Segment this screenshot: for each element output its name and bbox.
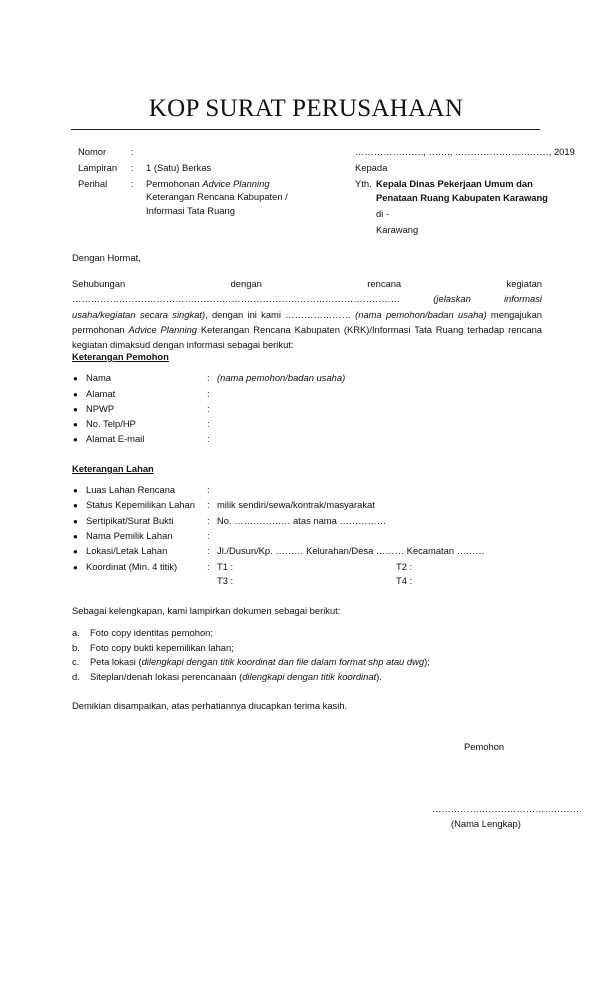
- lahan-luas-colon: :: [207, 484, 210, 495]
- lahan-status-value: milik sendiri/sewa/kontrak/masyarakat: [217, 499, 375, 510]
- attachment-c-italic: dilengkapi dengan titik koordinat dan file dalam format shp atau dwg: [141, 656, 425, 667]
- pemohon-alamat-colon: :: [207, 388, 210, 399]
- attachment-d-text2: ).: [376, 671, 382, 682]
- signature-role: Pemohon: [464, 741, 505, 752]
- recipient-name-line1: Kepala Dinas Pekerjaan Umum dan: [376, 178, 533, 189]
- bullet-icon: ●: [73, 547, 78, 556]
- lahan-koordinat-colon: :: [207, 561, 210, 572]
- koordinat-t4: T4 :: [396, 575, 413, 586]
- attachment-a-text: Foto copy identitas pemohon;: [90, 627, 213, 638]
- intro-part-2: (jelaskan informasi usaha/kegiatan secara singkat): [72, 293, 543, 320]
- recipient-di: di -: [376, 208, 390, 219]
- attachment-b-marker: b.: [72, 642, 80, 653]
- bullet-icon: ●: [73, 517, 78, 526]
- lahan-lokasi-colon: :: [207, 545, 210, 556]
- pemohon-email-label: Alamat E-mail: [86, 433, 145, 444]
- lahan-sertipikat-value: No. ……………… atas nama ……………: [217, 515, 387, 526]
- bullet-icon: ●: [73, 532, 78, 541]
- closing-text: Demikian disampaikan, atas perhatiannya diucapkan terima kasih.: [72, 700, 348, 711]
- intro-part-6: Advice Planning: [128, 323, 198, 335]
- lampiran-label: Lampiran: [78, 162, 118, 173]
- attachment-a-marker: a.: [72, 627, 80, 638]
- bullet-icon: ●: [73, 374, 78, 383]
- perihal-line1-prefix: Permohonan: [146, 178, 203, 189]
- pemohon-npwp-label: NPWP: [86, 403, 115, 414]
- attachment-c-text: [90, 656, 430, 667]
- attachment-b-text: Foto copy bukti kepemilikan lahan;: [90, 642, 234, 653]
- lampiran-value: 1 (Satu) Berkas: [146, 162, 212, 173]
- bullet-icon: ●: [73, 486, 78, 495]
- pemohon-email-colon: :: [207, 433, 210, 444]
- lahan-status-label: Status Kepemilikan Lahan: [86, 499, 195, 510]
- attachment-d-marker: d.: [72, 671, 80, 682]
- attachment-c-text1: Peta lokasi (: [90, 656, 142, 667]
- pemohon-npwp-colon: :: [207, 403, 210, 414]
- attachment-d-italic: dilengkapi dengan titik koordinat: [242, 671, 377, 682]
- attachment-d-text: [90, 671, 382, 682]
- lahan-pemilik-label: Nama Pemilik Lahan: [86, 530, 173, 541]
- signature-name: (Nama Lengkap): [451, 818, 521, 829]
- perihal-line3: Informasi Tata Ruang: [146, 205, 235, 216]
- lahan-sertipikat-colon: :: [207, 515, 210, 526]
- pemohon-nama-label: Nama: [86, 372, 112, 383]
- intro-part-4: (nama pemohon/badan usaha): [355, 308, 487, 320]
- perihal-colon: :: [131, 178, 134, 189]
- intro-part-3: , dengan ini kami …………………: [205, 308, 356, 320]
- nomor-colon: :: [131, 146, 134, 157]
- nomor-label: Nomor: [78, 146, 107, 157]
- lahan-sertipikat-label: Sertipikat/Surat Bukti: [86, 515, 174, 526]
- perihal-label: Perihal: [78, 178, 108, 189]
- koordinat-t1: T1 :: [217, 561, 234, 572]
- bullet-icon: ●: [73, 405, 78, 414]
- lahan-luas-label: Luas Lahan Rencana: [86, 484, 176, 495]
- bullet-icon: ●: [73, 390, 78, 399]
- signature-line: …………………………………………: [432, 803, 582, 814]
- bullet-icon: ●: [73, 501, 78, 510]
- pemohon-heading: Keterangan Pemohon: [72, 351, 169, 362]
- attachment-d-text1: Siteplan/denah lokasi perencanaan (: [90, 671, 243, 682]
- lahan-koordinat-label: Koordinat (Min. 4 titik): [86, 561, 178, 572]
- greeting: Dengan Hormat,: [72, 252, 141, 263]
- pemohon-nama-value: (nama pemohon/badan usaha): [217, 372, 346, 383]
- letterhead-title: KOP SURAT PERUSAHAAN: [148, 95, 464, 122]
- pemohon-alamat-label: Alamat: [86, 388, 116, 399]
- date-line: …………………., ……., …………………………, 2019: [355, 146, 575, 157]
- bullet-icon: ●: [73, 563, 78, 572]
- letterhead-divider: [71, 129, 540, 130]
- perihal-line1: [146, 178, 270, 189]
- lahan-pemilik-colon: :: [207, 530, 210, 541]
- pemohon-nama-colon: :: [207, 372, 210, 383]
- bullet-icon: ●: [73, 435, 78, 444]
- perihal-line2: Keterangan Rencana Kabupaten /: [146, 191, 288, 202]
- intro-part-1: Sehubungan dengan rencana kegiatan ……………………………………………………………………………………………: [72, 278, 542, 305]
- yth-label: Yth.: [355, 178, 372, 189]
- pemohon-telp-colon: :: [207, 418, 210, 429]
- kepada-label: Kepada: [355, 162, 388, 173]
- koordinat-t2: T2 :: [396, 561, 413, 572]
- pemohon-telp-label: No. Telp/HP: [86, 418, 136, 429]
- koordinat-t3: T3 :: [217, 575, 234, 586]
- intro-part-5: mengajukan permohonan: [72, 308, 542, 335]
- lahan-status-colon: :: [207, 499, 210, 510]
- lahan-heading: Keterangan Lahan: [72, 463, 154, 474]
- intro-part-7: Keterangan Rencana Kabupaten (KRK)/Informasi Tata Ruang terhadap rencana kegiatan dimaksud dengan informasi sebagai berikut:: [72, 323, 543, 351]
- recipient-name-line2: Penataan Ruang Kabupaten Karawang: [376, 192, 548, 203]
- perihal-line1-italic: Advice Planning: [202, 178, 270, 189]
- recipient-city: Karawang: [376, 224, 419, 235]
- lahan-lokasi-label: Lokasi/Letak Lahan: [86, 545, 168, 556]
- attachment-c-text2: );: [424, 656, 430, 667]
- lahan-lokasi-value: Jl./Dusun/Kp. ……… Kelurahan/Desa ……… Kecamatan ………: [217, 545, 485, 556]
- attachment-c-marker: c.: [72, 656, 80, 667]
- intro-paragraph: [72, 276, 542, 352]
- bullet-icon: ●: [73, 420, 78, 429]
- lampiran-colon: :: [131, 162, 134, 173]
- attachments-intro: Sebagai kelengkapan, kami lampirkan dokumen sebagai berikut:: [72, 605, 341, 616]
